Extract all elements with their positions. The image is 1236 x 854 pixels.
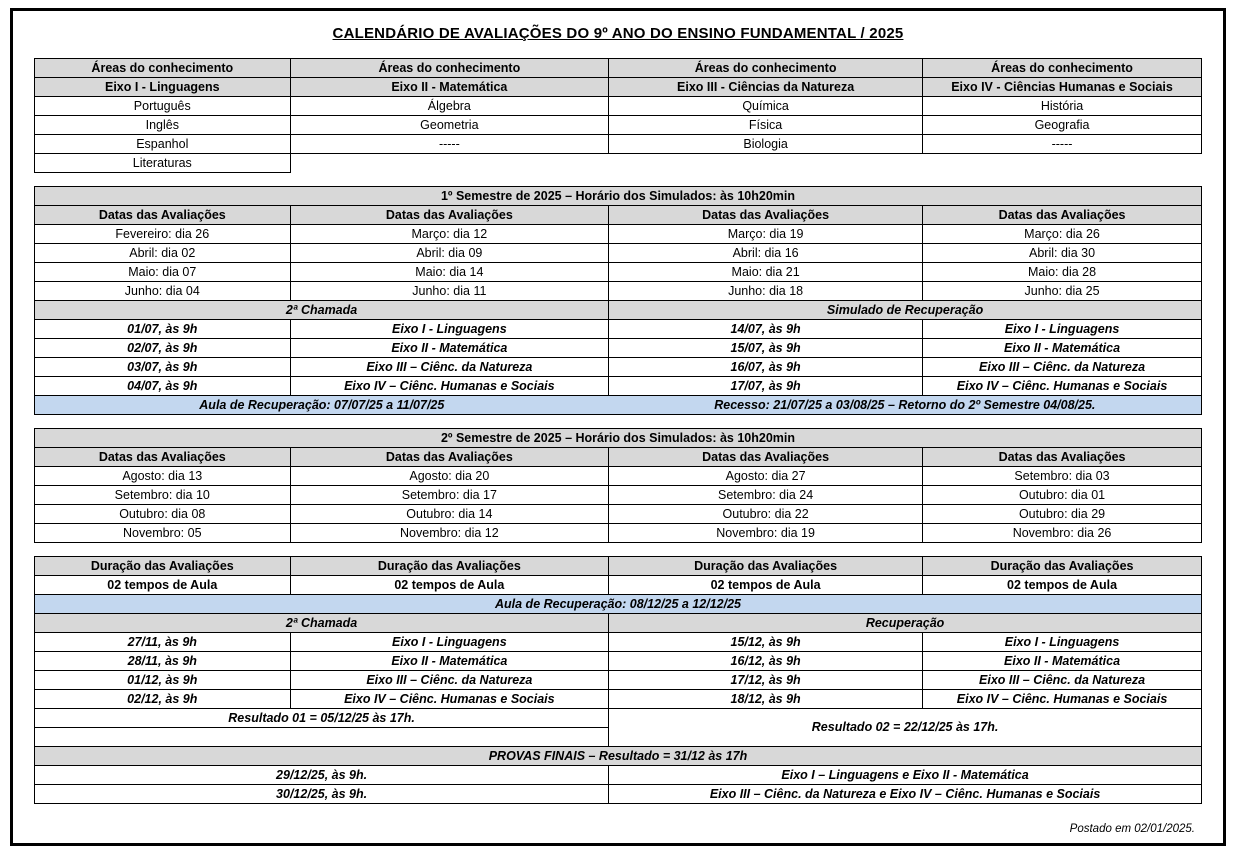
table-row xyxy=(35,263,1202,282)
table-cell: ----- xyxy=(923,135,1202,154)
table-row xyxy=(35,97,1202,116)
table-row xyxy=(35,206,1202,225)
table-cell: 02 tempos de Aula xyxy=(290,576,609,595)
table-cell: Abril: dia 30 xyxy=(923,244,1202,263)
table-cell: ----- xyxy=(290,135,609,154)
table-cell: 15/07, às 9h xyxy=(609,339,923,358)
table-row xyxy=(35,78,1202,97)
table-row xyxy=(35,633,1202,652)
table-cell: Datas das Avaliações xyxy=(609,448,923,467)
table-cell: 30/12/25, às 9h. xyxy=(35,785,609,804)
table-cell: PROVAS FINAIS – Resultado = 31/12 às 17h xyxy=(35,747,1202,766)
table-cell: Recuperação xyxy=(609,614,1202,633)
table-cell: Junho: dia 25 xyxy=(923,282,1202,301)
table-row xyxy=(35,486,1202,505)
table-cell: Datas das Avaliações xyxy=(609,206,923,225)
table-cell: 02 tempos de Aula xyxy=(35,576,291,595)
table-cell: Espanhol xyxy=(35,135,291,154)
table-cell: Novembro: dia 26 xyxy=(923,524,1202,543)
table-cell: 2ª Chamada xyxy=(35,301,609,320)
table-row xyxy=(35,320,1202,339)
table-cell: Eixo II - Matemática xyxy=(290,78,609,97)
table-cell: Eixo I - Linguagens xyxy=(35,78,291,97)
table-cell: Março: dia 26 xyxy=(923,225,1202,244)
table-cell: Abril: dia 02 xyxy=(35,244,291,263)
table-cell: Agosto: dia 13 xyxy=(35,467,291,486)
table-cell: Maio: dia 28 xyxy=(923,263,1202,282)
table-cell: Outubro: dia 14 xyxy=(290,505,609,524)
table-row xyxy=(35,396,1202,415)
table-cell: 15/12, às 9h xyxy=(609,633,923,652)
table-cell xyxy=(609,154,923,173)
table-cell: Eixo IV - Ciências Humanas e Sociais xyxy=(923,78,1202,97)
table-cell: Maio: dia 14 xyxy=(290,263,609,282)
table-cell: 1º Semestre de 2025 – Horário dos Simulados: às 10h20min xyxy=(35,187,1202,206)
table-cell: Aula de Recuperação: 08/12/25 a 12/12/25 xyxy=(35,595,1202,614)
table-cell: Março: dia 19 xyxy=(609,225,923,244)
table-cell: Datas das Avaliações xyxy=(923,206,1202,225)
table-cell: Eixo IV – Ciênc. Humanas e Sociais xyxy=(290,690,609,709)
table-cell: Datas das Avaliações xyxy=(35,448,291,467)
table-cell: Eixo III – Ciênc. da Natureza xyxy=(290,358,609,377)
table-cell: Literaturas xyxy=(35,154,291,173)
table-cell: Outubro: dia 29 xyxy=(923,505,1202,524)
table-row xyxy=(35,225,1202,244)
table-cell: Setembro: dia 17 xyxy=(290,486,609,505)
table-cell: Áreas do conhecimento xyxy=(35,59,291,78)
table-cell: Duração das Avaliações xyxy=(290,557,609,576)
table-row xyxy=(35,557,1202,576)
table-cell: Junho: dia 18 xyxy=(609,282,923,301)
table-cell: Setembro: dia 03 xyxy=(923,467,1202,486)
table-cell: 01/12, às 9h xyxy=(35,671,291,690)
table-cell: Datas das Avaliações xyxy=(290,206,609,225)
table-cell: Fevereiro: dia 26 xyxy=(35,225,291,244)
table-cell: Aula de Recuperação: 07/07/25 a 11/07/25 xyxy=(35,396,609,415)
table-cell: Simulado de Recuperação xyxy=(609,301,1202,320)
table-cell: Eixo II - Matemática xyxy=(923,339,1202,358)
table-row xyxy=(35,154,1202,173)
table-row xyxy=(35,358,1202,377)
table-cell: 02 tempos de Aula xyxy=(609,576,923,595)
table-cell: Outubro: dia 22 xyxy=(609,505,923,524)
table-cell: Eixo I - Linguagens xyxy=(290,633,609,652)
table-cell: História xyxy=(923,97,1202,116)
table-cell: Junho: dia 11 xyxy=(290,282,609,301)
table-cell: 17/07, às 9h xyxy=(609,377,923,396)
table-cell: Eixo III – Ciênc. da Natureza xyxy=(290,671,609,690)
table-cell: Duração das Avaliações xyxy=(35,557,291,576)
table-cell: Geografia xyxy=(923,116,1202,135)
knowledge-areas-table xyxy=(34,58,1202,173)
table-cell: Maio: dia 07 xyxy=(35,263,291,282)
table-row xyxy=(35,524,1202,543)
table-cell: 03/07, às 9h xyxy=(35,358,291,377)
table-cell: Eixo I - Linguagens xyxy=(290,320,609,339)
duration-finals-table xyxy=(34,556,1202,804)
table-cell: Datas das Avaliações xyxy=(923,448,1202,467)
table-cell: Novembro: dia 19 xyxy=(609,524,923,543)
table-row xyxy=(35,690,1202,709)
table-row xyxy=(35,377,1202,396)
table-cell: Duração das Avaliações xyxy=(609,557,923,576)
table-cell: Eixo I – Linguagens e Eixo II - Matemática xyxy=(609,766,1202,785)
table-row xyxy=(35,467,1202,486)
table-cell: Eixo III – Ciênc. da Natureza xyxy=(923,671,1202,690)
table-cell: Física xyxy=(609,116,923,135)
table-cell: Datas das Avaliações xyxy=(35,206,291,225)
table-cell: Datas das Avaliações xyxy=(290,448,609,467)
table-cell: Eixo III – Ciênc. da Natureza xyxy=(923,358,1202,377)
table-cell: 02 tempos de Aula xyxy=(923,576,1202,595)
table-row xyxy=(35,135,1202,154)
document-frame xyxy=(10,8,1226,846)
table-cell: Outubro: dia 08 xyxy=(35,505,291,524)
table-cell: Áreas do conhecimento xyxy=(923,59,1202,78)
table-row xyxy=(35,301,1202,320)
table-cell: Eixo II - Matemática xyxy=(290,652,609,671)
table-cell: Setembro: dia 24 xyxy=(609,486,923,505)
table-cell: Áreas do conhecimento xyxy=(609,59,923,78)
table-cell: 16/07, às 9h xyxy=(609,358,923,377)
table-cell: 04/07, às 9h xyxy=(35,377,291,396)
table-cell: Outubro: dia 01 xyxy=(923,486,1202,505)
table-cell xyxy=(290,154,609,173)
table-cell: Novembro: 05 xyxy=(35,524,291,543)
table-cell xyxy=(35,728,609,747)
table-cell: 16/12, às 9h xyxy=(609,652,923,671)
table-row xyxy=(35,282,1202,301)
table-cell: Abril: dia 16 xyxy=(609,244,923,263)
table-row xyxy=(35,614,1202,633)
table-row xyxy=(35,505,1202,524)
table-cell: Eixo I - Linguagens xyxy=(923,320,1202,339)
table-cell: Eixo IV – Ciênc. Humanas e Sociais xyxy=(923,690,1202,709)
table-cell: 14/07, às 9h xyxy=(609,320,923,339)
table-cell: Maio: dia 21 xyxy=(609,263,923,282)
table-row xyxy=(35,595,1202,614)
table-cell: Abril: dia 09 xyxy=(290,244,609,263)
table-cell: Biologia xyxy=(609,135,923,154)
table-row xyxy=(35,59,1202,78)
table-cell: 17/12, às 9h xyxy=(609,671,923,690)
table-cell: Eixo II - Matemática xyxy=(923,652,1202,671)
table-cell: Eixo III – Ciênc. da Natureza e Eixo IV – Ciênc. Humanas e Sociais xyxy=(609,785,1202,804)
table-cell: Eixo II - Matemática xyxy=(290,339,609,358)
semester1-schedule-table xyxy=(34,186,1202,415)
table-row xyxy=(35,747,1202,766)
table-cell: Áreas do conhecimento xyxy=(290,59,609,78)
table-cell: Química xyxy=(609,97,923,116)
table-cell: Agosto: dia 20 xyxy=(290,467,609,486)
table-cell: 2º Semestre de 2025 – Horário dos Simulados: às 10h20min xyxy=(35,429,1202,448)
table-cell: Português xyxy=(35,97,291,116)
table-row xyxy=(35,339,1202,358)
table-cell: Eixo III - Ciências da Natureza xyxy=(609,78,923,97)
table-row xyxy=(35,448,1202,467)
table-cell: Junho: dia 04 xyxy=(35,282,291,301)
page-title: CALENDÁRIO DE AVALIAÇÕES DO 9º ANO DO ENSINO FUNDAMENTAL / 2025 xyxy=(332,25,904,42)
table-cell: Inglês xyxy=(35,116,291,135)
table-cell: Resultado 02 = 22/12/25 às 17h. xyxy=(609,709,1202,747)
table-cell: Março: dia 12 xyxy=(290,225,609,244)
table-row xyxy=(35,709,1202,728)
table-row xyxy=(35,429,1202,448)
table-row xyxy=(35,576,1202,595)
table-row xyxy=(35,766,1202,785)
table-cell: Resultado 01 = 05/12/25 às 17h. xyxy=(35,709,609,728)
table-cell: Novembro: dia 12 xyxy=(290,524,609,543)
table-row xyxy=(35,671,1202,690)
table-row xyxy=(35,187,1202,206)
table-cell: 27/11, às 9h xyxy=(35,633,291,652)
table-cell: 02/07, às 9h xyxy=(35,339,291,358)
table-cell: Setembro: dia 10 xyxy=(35,486,291,505)
table-cell: 02/12, às 9h xyxy=(35,690,291,709)
table-cell: 28/11, às 9h xyxy=(35,652,291,671)
table-row xyxy=(35,652,1202,671)
table-cell: Duração das Avaliações xyxy=(923,557,1202,576)
table-row xyxy=(35,244,1202,263)
table-cell: 18/12, às 9h xyxy=(609,690,923,709)
table-cell: 01/07, às 9h xyxy=(35,320,291,339)
table-cell: Eixo I - Linguagens xyxy=(923,633,1202,652)
table-cell: 2ª Chamada xyxy=(35,614,609,633)
table-cell: Geometria xyxy=(290,116,609,135)
posted-date: Postado em 02/01/2025. xyxy=(1069,823,1195,835)
table-cell: Álgebra xyxy=(290,97,609,116)
table-cell: Eixo IV – Ciênc. Humanas e Sociais xyxy=(923,377,1202,396)
semester2-schedule-table xyxy=(34,428,1202,543)
table-cell: 29/12/25, às 9h. xyxy=(35,766,609,785)
table-cell: Agosto: dia 27 xyxy=(609,467,923,486)
table-row xyxy=(35,116,1202,135)
table-row xyxy=(35,785,1202,804)
table-cell: Eixo IV – Ciênc. Humanas e Sociais xyxy=(290,377,609,396)
table-cell xyxy=(923,154,1202,173)
table-cell: Recesso: 21/07/25 a 03/08/25 – Retorno do 2º Semestre 04/08/25. xyxy=(609,396,1202,415)
